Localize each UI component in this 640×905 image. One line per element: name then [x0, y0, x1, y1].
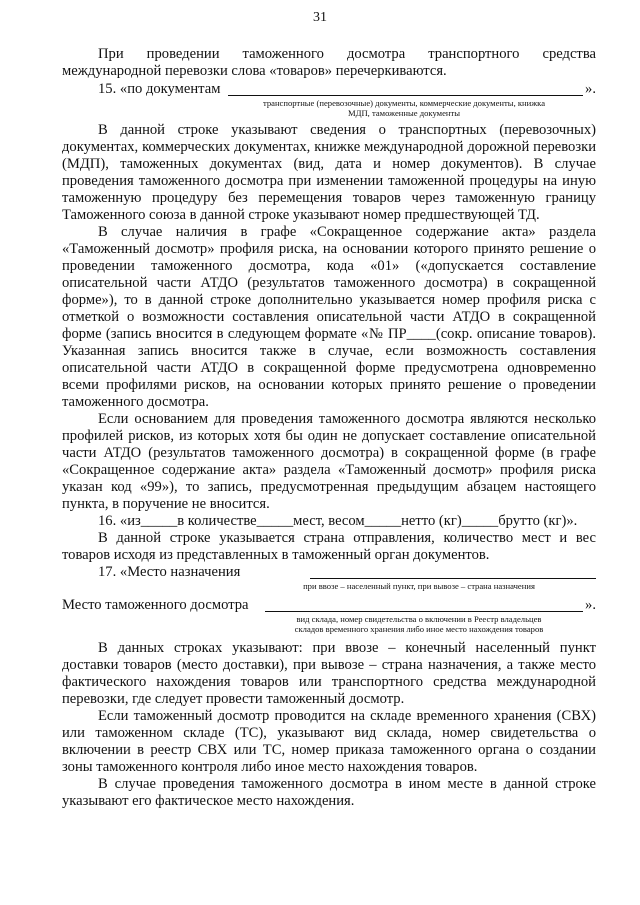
- document-body: [62, 46, 596, 810]
- item-15-label: 15. «по документам: [98, 81, 221, 97]
- item-17-label: 17. «Место назначения: [98, 564, 241, 580]
- paragraph-17-2: Если таможенный досмотр проводится на складе временного хранения (СВХ) или таможенном складе (ТС), указывают вид склада, номер свидетельства о включении в реестр СВХ или ТС, номер приказа таможенного органа о создании зоны таможенного контроля либо иное место нахождения товаров.: [62, 708, 596, 775]
- inspection-place-caption-1: вид склада, номер свидетельства о включении в Реестр владельцев: [296, 614, 542, 624]
- paragraph-intro: При проведении таможенного досмотра транспортного средства международной перевозки слова «товаров» перечеркиваются.: [62, 46, 596, 79]
- item-15-caption-1: транспортные (перевозочные) документы, коммерческие документы, книжка: [262, 98, 546, 108]
- item-16-line: 16. «из_____в количестве_____мест, весом_____нетто (кг)_____брутто (кг)».: [98, 513, 578, 529]
- inspection-place-label: Место таможенного досмотра: [62, 597, 249, 613]
- item-17-line: [62, 564, 596, 581]
- paragraph-15-3: Если основанием для проведения таможенного досмотра являются несколько профилей рисков, из которых хотя бы один не допускает составление описательной части АТДО (результатов таможенного досмотра) в сокращенной форме (в графе «Сокращенное содержание акта» раздела «Таможенный досмотр» профиля риска указан код «99»), то запись, предусмотренная предыдущим абзацем настоящего пункта, в поручение не вносится.: [62, 411, 596, 512]
- inspection-place-blank: [265, 597, 584, 612]
- paragraph-15-1: В данной строке указывают сведения о транспортных (перевозочных) документах, коммерческих документах, книжке международной дорожной перевозки (МДП), таможенных документах (вид, дата и номер документов). В случае проведения таможенного досмотра при изменении таможенной процедуры на иную таможенную процедуру без перемещения товаров через таможенную границу Таможенного союза в данной строке указывают номер предшествующей ТД.: [62, 122, 596, 223]
- paragraph-15-2: В случае наличия в графе «Сокращенное содержание акта» раздела «Таможенный досмотр» профиля риска, на основании которого принято решение о проведении таможенного досмотра, кода «01» («допускается составление описательной части АТДО (результатов таможенного досмотра) в сокращенной форме»), то в данной строке дополнительно указывается номер профиля риска с отметкой о возможности составления описательной части АТДО в сокращенной форме (запись вносится в следующем формате «№ ПР____(сокр. описание товаров). Указанная запись вносится также в случае, если возможность составления описательной части АТДО в сокращенной форме предусмотрена одновременно всеми профилями рисков, на основании которых принято решение о проведении таможенного досмотра.: [62, 224, 596, 410]
- inspection-place-end: ».: [585, 597, 596, 613]
- item-17-caption: при ввозе – населенный пункт, при вывозе – страна назначения: [303, 581, 535, 591]
- item-15-blank: [228, 81, 583, 96]
- inspection-place-caption-2: складов временного хранения либо иное место нахождения товаров: [294, 624, 544, 634]
- paragraph-17-3: В случае проведения таможенного досмотра в ином месте в данной строке указывают его фактическое место нахождения.: [62, 776, 596, 809]
- item-15-end: ».: [585, 81, 596, 97]
- page-number: 31: [313, 10, 327, 25]
- inspection-place-line: [62, 597, 596, 614]
- paragraph-16: В данной строке указывается страна отправления, количество мест и вес товаров исходя из представленных в таможенный орган документов.: [62, 530, 596, 563]
- item-15-caption-2: МДП, таможенные документы: [347, 108, 461, 118]
- item-15-line: [62, 81, 596, 98]
- item-17-blank: [310, 564, 596, 579]
- paragraph-17-1: В данных строках указывают: при ввозе – конечный населенный пункт доставки товаров (место доставки), при вывозе – страна назначения, а также место фактического нахождения товаров или транспортного средства международной перевозки, где следует провести таможенный досмотр.: [62, 640, 596, 707]
